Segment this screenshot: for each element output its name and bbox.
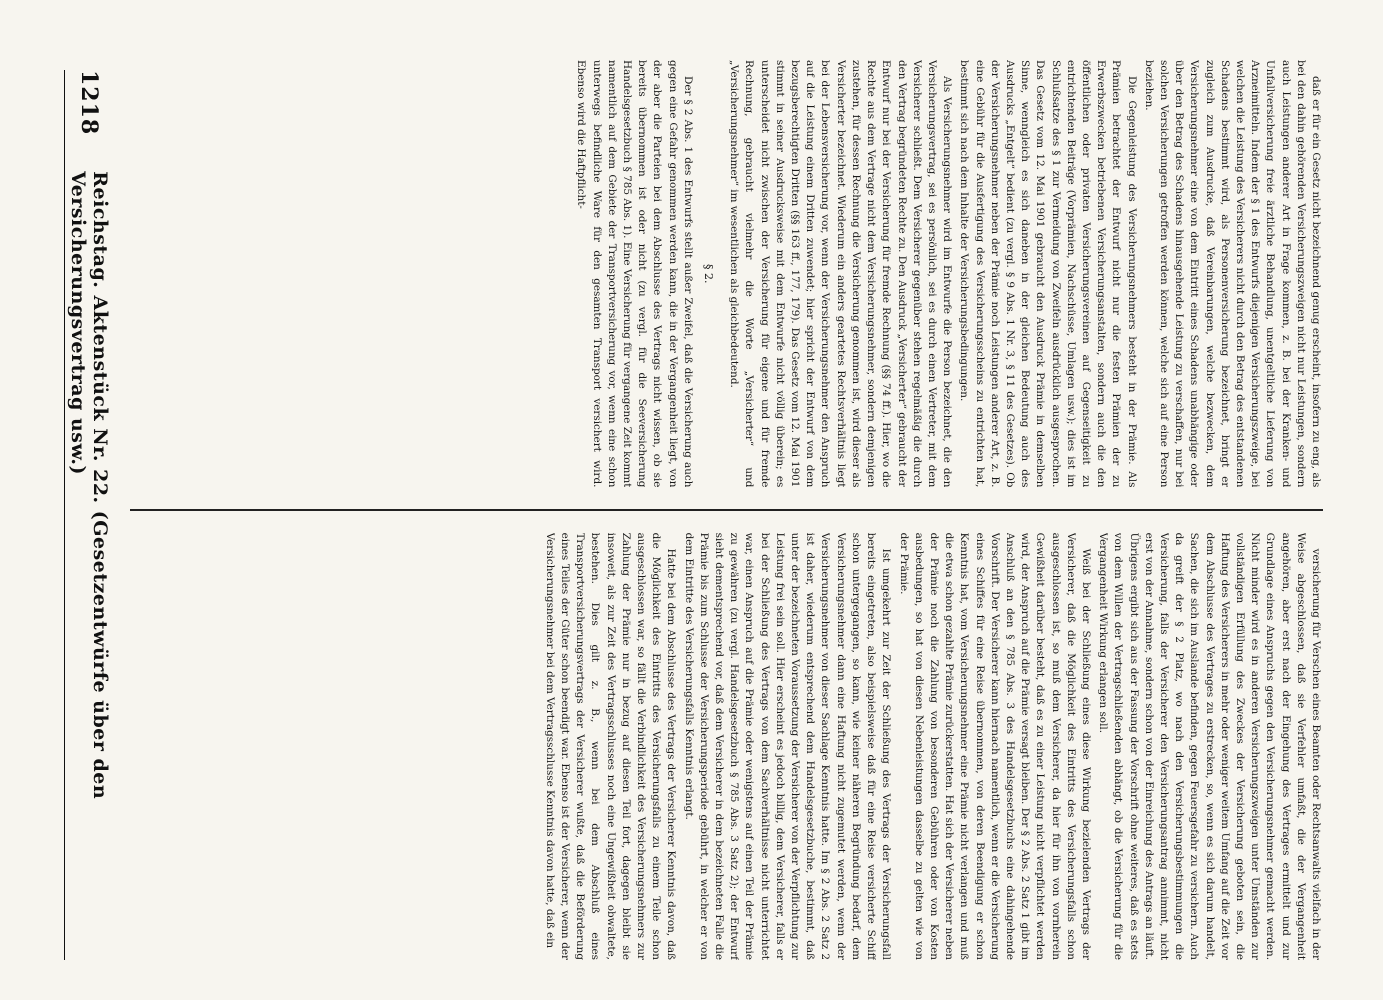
paragraph: Hatte bei dem Abschlusse des Vertrags der Versicherer Kenntnis davon, daß die Möglichkeit des Eintritts des Versicherungsfalls zu einem Teile schon ausgeschlossen war, so fällt die Verbindlichkeit des Versicherungsnehmers zur Zahlung der Prämie nur in bezug auf diesen Teil fort, dagegen bleibt sie insoweit, als zur Zeit des Vertragsschlusses noch eine Ungewißheit obwaltete, bestehen. Dies gilt z. B., wenn bei dem Abschluß eines Transportversicherungsvertrags der Versicherer wußte, daß die Beförderung eines Teiles der Güter schon beendigt war. Ebenso ist der Versicherer, wenn der Versicherungsnehmer bei dem Vertragsschlusse Kenntnis davon hatte, daß ein [543, 532, 678, 960]
page-number: 1218 [76, 70, 102, 136]
page-title: Reichstag. Aktenstück Nr. 22. (Gesetzentwürfe über den Versicherungsvertrag usw.) [67, 171, 111, 800]
text-columns [130, 60, 1323, 960]
paragraph: versicherung für Verschen eines Beamten oder Rechtsanwalts vielfach in der Weise abgeschlossen, daß sie Verfehler umfaßt, die der Vergangenheit angehören, aber erst nach der Eingehung des Vertrages ermittelt und zur Grundlage eines Anspruchs gegen den Versicherungsnehmer gemacht werden. Nicht minder wird es in anderen Versicherungszweigen unter Umständen zur vollständigen Erfüllung des Zweckes der Versicherung geboten sein, die Haftung des Versicherers in mehr oder weniger weitem Umfang auf die Zeit vor dem Abschlusse des Vertrages zu erstrecken, so, wenn es sich darum handelt, Sachen, die sich im Auslande befinden, gegen Feuersgefahr zu versichern. Auch da greift der § 2 Platz, wo nach den Versicherungsbestimmungen die Versicherung, falls der Versicherer den Versicherungsantrag annimmt, nicht erst von der Annahme, sondern schon von der Einreichung des Antrags an läuft. Übrigens ergibt sich aus der Fassung der Vorschrift ohne weiteres, daß es stets von dem Willen der Vertragschließenden abhängt, ob die Versicherung für die Vergangenheit Wirkung erlangen soll. [1097, 532, 1322, 960]
paragraph: Weiß bei der Schließung eines diese Wirkung bezielenden Vertrags der Versicherer, daß die Möglichkeit des Eintritts des Versicherungsfalls schon ausgeschlossen ist, so muß dem Versicherer, da hier für ihn von vornherein Gewißheit darüber besteht, daß es zu einer Leistung nicht verpflichtet werden wird, der Anspruch auf die Prämie versagt bleiben. Der § 2 Abs. 2 Satz 1 gibt im Anschluß an den § 785 Abs. 3 des Handelsgesetzbuchs eine dahingehende Vorschrift. Der Versicherer kann hiernach namentlich, wenn er die Versicherung eines Schiffes für eine Reise übernommen, von deren Beendigung er schon Kenntnis hat, vom Versicherungsnehmer eine Prämie nicht verlangen und muß die etwa schon gezahlte Prämie zurückerstatten. Hat sich der Versicherer neben der Prämie noch die Zahlung von besonderen Gebühren oder von Kosten ausbedungen, so hat von diesen Nebenleistungen dasselbe zu gelten wie von der Prämie. [897, 532, 1092, 960]
paragraph: daß er für ein Gesetz nicht bezeichnend genug erscheint, insofern zu eng, als bei den dahin gehörenden Versicherungszweigen nicht nur Leistungen, sondern auch Leistungen anderer Art in Frage kommen, z. B. bei der Kranken- und Unfallversicherung freie ärztliche Behandlung, unentgeltliche Lieferung von Arzneimitteln. Indem der § 1 des Entwurfs diejenigen Versicherungszweige, bei welchen die Leistung des Versicherers nicht durch den Betrag des entstandenen Schadens bestimmt wird, als Personenversicherung bezeichnet, bringt er zugleich zum Ausdrucke, daß Vereinbarungen, welche bezwecken, dem Versicherungsnehmer eine von dem Eintritt eines Schadens unabhängige oder über den Betrag des Schadens hinausgehende Leistung zu verschaffen, nur bei solchen Versicherungen getroffen werden können, welche sich auf eine Person beziehen. [1142, 60, 1322, 488]
section-heading: § 2. [702, 263, 716, 284]
paragraph: Der § 2 Abs. 1 des Entwurfs stellt außer Zweifel, daß die Versicherung auch gegen eine Gefahr genommen werden kann, die in der Vergangenheit liegt, von der aber die Parteien bei dem Abschlusse des Vertrags nicht wissen, ob sie bereits übernommen ist oder nicht (zu vergl. für die Seeversicherung Handelsgesetzbuch § 785 Abs. 1). Eine Versicherung für vergangene Zeit kommt namentlich auf dem Gebiete der Transportversicherung vor, wenn eine schon unterwegs befindliche Ware für den gesamten Transport versichert wird. Ebenso wird die Haftpflicht- [575, 60, 694, 488]
page-header [64, 70, 113, 960]
column-divider [130, 509, 1323, 510]
paragraph: Ist umgekehrt zur Zeit der Schließung des Vertrags der Versicherungsfall bereits eingetreten, also beispielsweise daß für eine Reise versicherte Schiff schon untergegangen, so kann, wie keiner näheren Begründung bedarf, dem Versicherungsnehmer dann eine Haftung nicht zugemutet werden, wenn der Versicherungsnehmer von dieser Sachlage Kenntnis hatte. Im § 2 Abs. 2 Satz 2 ist daher, wiederum entsprechend dem Handelsgesetzbuche, bestimmt, daß unter der bezeichneten Voraussetzung der Versicherer von der Verpflichtung zur Leistung frei sein soll. Hier erscheint es jedoch billig, dem Versicherer, falls er bei der Schließung des Vertrags von dem Sachverhältnisse nicht unterrichtet war, einen Anspruch auf die Prämie oder wenigstens auf einen Teil der Prämie zu gewähren (zu vergl. Handelsgesetzbuch § 785 Abs. 3 Satz 2); der Entwurf sieht dementsprechend vor, daß dem Versicherer in dem bezeichneten Falle die Prämie bis zum Schlusse der Versicherungsperiode gebührt, in welcher er von dem Eintritte des Versicherungsfalls Kenntnis erlangt. [682, 532, 893, 960]
right-column [130, 533, 1323, 960]
paragraph: Als Versicherungsnehmer wird im Entwurfe die Person bezeichnet, die den Versicherungsvertrag, sei es persönlich, sei es durch einen Vertreter, mit dem Versicherer schließt. Dem Versicherer gegenüber stehen regelmäßig die durch den Vertrag begründeten Rechte zu. Den Ausdruck „Versicherter“ gebraucht der Entwurf nur bei der Versicherung für fremde Rechnung (§§ 74 ff.). Hier, wo die Rechte aus dem Vertrage nicht dem Versicherungsnehmer, sondern demjenigen zustehen, für dessen Rechnung die Versicherung genommen ist, wird dieser als Versicherter bezeichnet. Wiederum ein anders geartetes Rechtsverhältnis liegt bei der Lebensversicherung vor, wenn der Versicherungsnehmer den Anspruch auf die Leistung einem Dritten zuwendet; hier spricht der Entwurf von dem bezugsberechtigten Dritten (§§ 163 ff., 177, 179). Das Gesetz vom 12. Mai 1901 stimmt in seiner Ausdrucksweise mit dem Entwurfe nicht völlig überein; es unterscheidet nicht zwischen der Versicherung für eigene und für fremde Rechnung, gebraucht vielmehr die Worte „Versicherter“ und „Versicherungsnehmer“ im wesentlichen als gleichbedeutend. [728, 60, 954, 488]
paragraph: Die Gegenleistung des Versicherungsnehmers besteht in der Prämie. Als Prämien betrachtet der Entwurf nicht nur die festen Prämien der zu Erwerbszwecken betriebenen Versicherungsanstalten, sondern auch die den öffentlichen oder privaten Versicherungsvereinen auf Gegenseitigkeit zu entrichtenden Beiträge (Vorprämien, Nachschüsse, Umlagen usw.); dies ist im Schlußsatze des § 1 zur Vermeidung von Zweifeln ausdrücklich ausgesprochen. Das Gesetz vom 12. Mai 1901 gebraucht den Ausdruck Prämie in demselben Sinne, wenngleich es sich daneben in der gleichen Bedeutung auch des Ausdrucks „Entgelt“ bedient (zu vergl. § 9 Abs. 1 Nr. 3, § 11 des Gesetzes). Ob der Versicherungsnehmer neben der Prämie noch Leistungen anderer Art, z. B. eine Gebühr für die Ausfertigung des Versicherungsscheins zu entrichten hat, bestimmt sich nach dem Inhalte der Versicherungsbedingungen. [958, 60, 1138, 488]
left-column [130, 60, 1323, 487]
